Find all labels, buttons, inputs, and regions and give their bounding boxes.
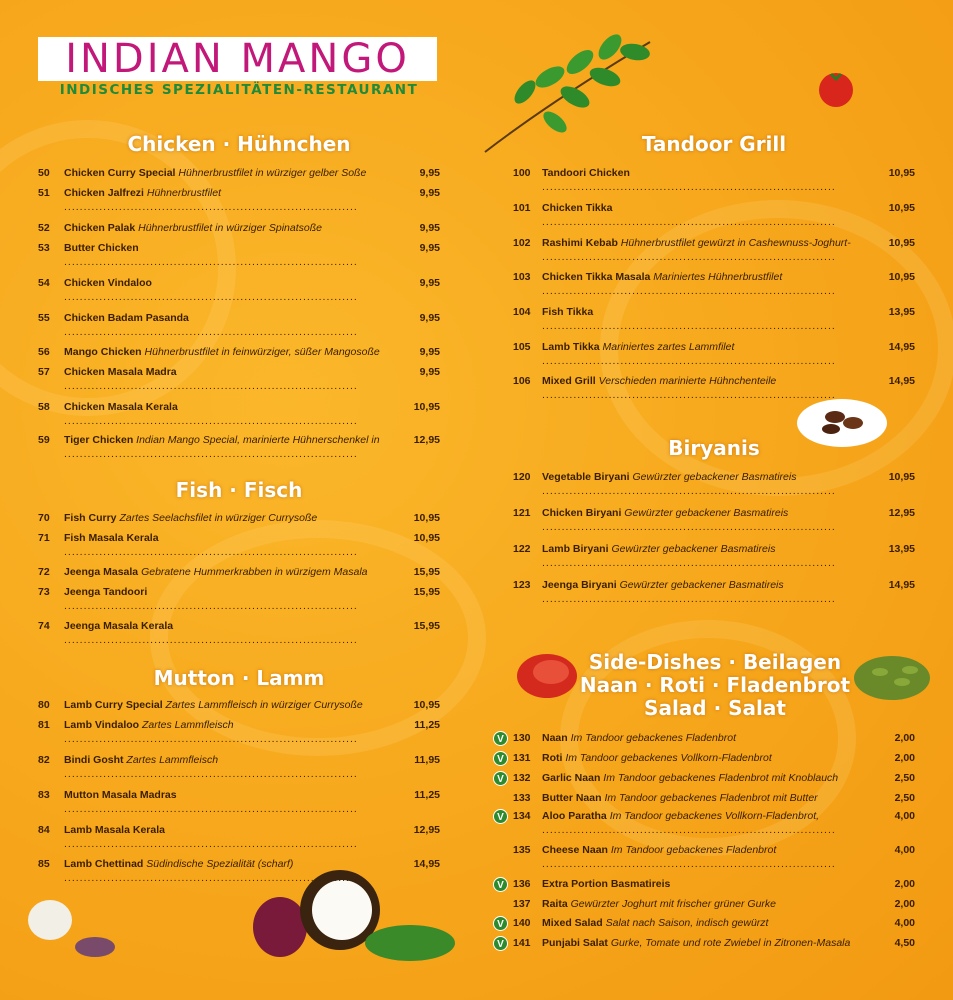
item-price: 11,95 bbox=[414, 754, 440, 766]
item-price: 2,00 bbox=[894, 898, 915, 910]
item-text bbox=[542, 305, 879, 333]
item-description: Gewürzter gebackener Basmatireis bbox=[619, 579, 784, 591]
menu-item-74 bbox=[38, 619, 440, 647]
item-number: 74 bbox=[38, 620, 50, 632]
menu-item-101 bbox=[513, 201, 915, 229]
menu-item-82 bbox=[38, 753, 440, 781]
item-price: 13,95 bbox=[888, 543, 915, 555]
item-number: 85 bbox=[38, 858, 50, 870]
item-description: Gurke, Tomate und rote Zwiebel in Zitronen-Masala bbox=[610, 937, 851, 949]
item-price: 4,00 bbox=[894, 844, 915, 856]
dot-leader: ........................................................................... bbox=[64, 256, 358, 268]
menu-item-106 bbox=[513, 374, 915, 402]
item-name: Vegetable Biryani bbox=[542, 471, 630, 483]
item-description: Indian Mango Special, marinierte Hühnerschenkel in bbox=[136, 434, 380, 446]
item-name: Rashimi Kebab bbox=[542, 237, 618, 249]
menu-item-123 bbox=[513, 578, 915, 606]
item-price: 13,95 bbox=[888, 306, 915, 318]
item-price: 9,95 bbox=[419, 277, 440, 289]
item-description: Verschieden marinierte Hühnchenteile bbox=[598, 375, 777, 387]
dot-leader: ........................................................................... bbox=[64, 733, 358, 745]
item-price: 10,95 bbox=[413, 512, 440, 524]
item-description: Hühnerbrustfilet bbox=[146, 187, 221, 199]
item-number: 50 bbox=[38, 167, 50, 179]
dot-leader: ........................................................................... bbox=[542, 557, 836, 569]
dot-leader: ........................................................................... bbox=[64, 326, 358, 338]
menu-item-73 bbox=[38, 585, 440, 613]
item-description: Mariniertes zartes Lammfilet bbox=[602, 341, 735, 353]
item-description: Im Tandoor gebackenes Fladenbrot bbox=[610, 844, 777, 856]
item-text bbox=[64, 433, 404, 461]
item-text bbox=[64, 241, 404, 269]
item-number: 100 bbox=[513, 167, 531, 179]
item-text bbox=[64, 276, 404, 304]
item-price: 10,95 bbox=[413, 532, 440, 544]
item-description: Südindische Spezialität (scharf) bbox=[146, 858, 294, 870]
dot-leader: ........................................................................... bbox=[64, 201, 358, 213]
dot-leader: ........................................................................... bbox=[64, 803, 358, 815]
item-price: 9,95 bbox=[419, 167, 440, 179]
item-price: 12,95 bbox=[413, 824, 440, 836]
menu-item-72 bbox=[38, 565, 440, 579]
dot-leader: ........................................................................... bbox=[542, 521, 836, 533]
item-text bbox=[542, 270, 879, 298]
dot-leader: ........................................................................... bbox=[542, 285, 836, 297]
item-number: 122 bbox=[513, 543, 531, 555]
item-text bbox=[64, 531, 404, 559]
section-heading: Mutton · Lamm bbox=[153, 666, 325, 690]
item-price: 10,95 bbox=[888, 167, 915, 179]
item-number: 80 bbox=[38, 699, 50, 711]
item-number: 137 bbox=[513, 898, 531, 910]
item-text bbox=[542, 751, 879, 765]
item-price: 2,50 bbox=[894, 792, 915, 804]
item-number: 101 bbox=[513, 202, 531, 214]
dot-leader: ........................................................................... bbox=[64, 872, 358, 884]
menu-item-136 bbox=[513, 877, 915, 891]
item-text bbox=[64, 186, 404, 214]
item-text bbox=[542, 201, 879, 229]
menu-item-52 bbox=[38, 221, 440, 235]
item-name: Mango Chicken bbox=[64, 346, 142, 358]
item-name: Chicken Vindaloo bbox=[64, 277, 152, 289]
dot-leader: ........................................................................... bbox=[64, 600, 358, 612]
dot-leader: ........................................................................... bbox=[542, 389, 836, 401]
item-text bbox=[64, 823, 404, 851]
menu-item-57 bbox=[38, 365, 440, 393]
item-text bbox=[542, 791, 879, 805]
menu-item-84 bbox=[38, 823, 440, 851]
item-name: Chicken Jalfrezi bbox=[64, 187, 144, 199]
item-name: Garlic Naan bbox=[542, 772, 601, 784]
section-heading: Salad · Salat bbox=[644, 696, 786, 720]
item-number: 102 bbox=[513, 237, 531, 249]
item-text bbox=[542, 771, 879, 785]
item-price: 11,25 bbox=[414, 789, 440, 801]
item-text bbox=[542, 936, 879, 950]
dot-leader: ........................................................................... bbox=[64, 448, 358, 460]
item-name: Naan bbox=[542, 732, 568, 744]
item-text bbox=[542, 877, 879, 891]
menu-item-80 bbox=[38, 698, 440, 712]
item-number: 57 bbox=[38, 366, 50, 378]
dot-leader: ........................................................................... bbox=[64, 634, 358, 646]
item-price: 12,95 bbox=[888, 507, 915, 519]
item-number: 132 bbox=[513, 772, 531, 784]
item-number: 84 bbox=[38, 824, 50, 836]
item-description: Hühnerbrustfilet in würziger gelber Soße bbox=[178, 167, 367, 179]
item-number: 83 bbox=[38, 789, 50, 801]
item-text bbox=[64, 857, 404, 885]
item-number: 53 bbox=[38, 242, 50, 254]
section-heading: Naan · Roti · Fladenbrot bbox=[579, 673, 851, 697]
menu-item-133 bbox=[513, 791, 915, 805]
item-text bbox=[542, 166, 879, 194]
item-number: 130 bbox=[513, 732, 531, 744]
item-name: Chicken Curry Special bbox=[64, 167, 176, 179]
item-number: 121 bbox=[513, 507, 531, 519]
menu-item-50 bbox=[38, 166, 440, 180]
item-name: Mixed Grill bbox=[542, 375, 596, 387]
section-heading: Biryanis bbox=[668, 436, 760, 460]
item-text bbox=[64, 311, 404, 339]
item-text bbox=[542, 340, 879, 368]
logo-title: INDIAN MANGO bbox=[65, 36, 410, 82]
item-price: 9,95 bbox=[419, 366, 440, 378]
vegetarian-icon: V bbox=[493, 751, 508, 766]
item-price: 2,00 bbox=[894, 878, 915, 890]
dot-leader: ........................................................................... bbox=[542, 251, 836, 263]
item-number: 103 bbox=[513, 271, 531, 283]
item-number: 140 bbox=[513, 917, 531, 929]
item-name: Mixed Salad bbox=[542, 917, 603, 929]
item-name: Extra Portion Basmatireis bbox=[542, 878, 671, 890]
logo-subtitle: INDISCHES SPEZIALITÄTEN-RESTAURANT bbox=[59, 82, 419, 98]
menu-item-51 bbox=[38, 186, 440, 214]
item-description: Gewürzter gebackener Basmatireis bbox=[632, 471, 797, 483]
item-name: Lamb Biryani bbox=[542, 543, 609, 555]
dot-leader: ........................................................................... bbox=[64, 415, 358, 427]
menu-item-137 bbox=[513, 897, 915, 911]
menu-item-134 bbox=[513, 809, 915, 837]
item-number: 58 bbox=[38, 401, 50, 413]
menu-item-120 bbox=[513, 470, 915, 498]
item-price: 9,95 bbox=[419, 242, 440, 254]
item-number: 51 bbox=[38, 187, 50, 199]
item-price: 2,50 bbox=[894, 772, 915, 784]
vegetarian-icon: V bbox=[493, 809, 508, 824]
item-name: Tandoori Chicken bbox=[542, 167, 630, 179]
item-name: Lamb Chettinad bbox=[64, 858, 144, 870]
item-text bbox=[64, 565, 404, 579]
item-price: 10,95 bbox=[888, 271, 915, 283]
garlic-image bbox=[25, 895, 125, 965]
vegetarian-icon: V bbox=[493, 936, 508, 951]
item-price: 4,00 bbox=[894, 917, 915, 929]
item-description: Salat nach Saison, indisch gewürzt bbox=[605, 917, 769, 929]
item-name: Jeenga Biryani bbox=[542, 579, 617, 591]
menu-item-56 bbox=[38, 345, 440, 359]
dot-leader: ........................................................................... bbox=[64, 380, 358, 392]
section-heading: Fish · Fisch bbox=[175, 478, 303, 502]
item-text bbox=[64, 619, 404, 647]
item-description: Hühnerbrustfilet in feinwürziger, süßer Mangosoße bbox=[144, 346, 380, 358]
item-name: Chicken Palak bbox=[64, 222, 136, 234]
menu-item-135 bbox=[513, 843, 915, 871]
dot-leader: ........................................................................... bbox=[64, 768, 358, 780]
item-text bbox=[64, 698, 404, 712]
menu-item-53 bbox=[38, 241, 440, 269]
dot-leader: ........................................................................... bbox=[542, 216, 836, 228]
dot-leader: ........................................................................... bbox=[542, 355, 836, 367]
item-number: 55 bbox=[38, 312, 50, 324]
item-description: Zartes Seelachsfilet in würziger Currysoße bbox=[119, 512, 318, 524]
item-description: Im Tandoor gebackenes Fladenbrot mit Knoblauch bbox=[603, 772, 839, 784]
item-name: Fish Curry bbox=[64, 512, 117, 524]
menu-item-58 bbox=[38, 400, 440, 428]
dot-leader: ........................................................................... bbox=[64, 291, 358, 303]
item-text bbox=[64, 585, 404, 613]
dot-leader: ........................................................................... bbox=[542, 181, 836, 193]
item-price: 9,95 bbox=[419, 187, 440, 199]
tomato-image bbox=[815, 68, 857, 108]
item-description: Im Tandoor gebackenes Vollkorn-Fladenbrot bbox=[565, 752, 772, 764]
item-name: Jeenga Tandoori bbox=[64, 586, 148, 598]
menu-item-104 bbox=[513, 305, 915, 333]
item-description: Zartes Lammfleisch bbox=[126, 754, 219, 766]
item-description: Im Tandoor gebackenes Vollkorn-Fladenbrot, bbox=[609, 810, 820, 822]
item-price: 10,95 bbox=[888, 471, 915, 483]
menu-item-54 bbox=[38, 276, 440, 304]
item-name: Cheese Naan bbox=[542, 844, 608, 856]
item-description: Gewürzter gebackener Basmatireis bbox=[624, 507, 789, 519]
item-text bbox=[542, 731, 879, 745]
item-name: Fish Tikka bbox=[542, 306, 594, 318]
menu-item-55 bbox=[38, 311, 440, 339]
item-number: 70 bbox=[38, 512, 50, 524]
item-text bbox=[64, 753, 404, 781]
item-number: 136 bbox=[513, 878, 531, 890]
dot-leader: ........................................................................... bbox=[542, 824, 836, 836]
item-name: Butter Chicken bbox=[64, 242, 139, 254]
menu-item-102 bbox=[513, 236, 915, 264]
item-price: 9,95 bbox=[419, 312, 440, 324]
item-price: 14,95 bbox=[888, 341, 915, 353]
item-price: 14,95 bbox=[413, 858, 440, 870]
item-number: 141 bbox=[513, 937, 531, 949]
menu-item-121 bbox=[513, 506, 915, 534]
item-description: Mariniertes Hühnerbrustfilet bbox=[653, 271, 783, 283]
dot-leader: ........................................................................... bbox=[542, 320, 836, 332]
item-description: Gebratene Hummerkrabben in würzigem Masala bbox=[141, 566, 368, 578]
item-price: 11,25 bbox=[414, 719, 440, 731]
item-name: Punjabi Salat bbox=[542, 937, 608, 949]
item-number: 134 bbox=[513, 810, 531, 822]
menu-item-141 bbox=[513, 936, 915, 950]
menu-item-105 bbox=[513, 340, 915, 368]
item-text bbox=[64, 788, 404, 816]
menu-item-100 bbox=[513, 166, 915, 194]
item-price: 14,95 bbox=[888, 579, 915, 591]
item-price: 2,00 bbox=[894, 732, 915, 744]
item-name: Jeenga Masala bbox=[64, 566, 139, 578]
dot-leader: ........................................................................... bbox=[542, 485, 836, 497]
section-heading: Tandoor Grill bbox=[641, 132, 787, 156]
dot-leader: ........................................................................... bbox=[542, 858, 836, 870]
item-description: Hühnerbrustfilet gewürzt in Cashewnuss-Joghurt- bbox=[620, 237, 851, 249]
item-number: 54 bbox=[38, 277, 50, 289]
item-text bbox=[64, 400, 404, 428]
item-text bbox=[64, 221, 404, 235]
item-name: Roti bbox=[542, 752, 563, 764]
item-price: 4,00 bbox=[894, 810, 915, 822]
item-price: 14,95 bbox=[888, 375, 915, 387]
item-number: 131 bbox=[513, 752, 531, 764]
item-price: 15,95 bbox=[413, 620, 440, 632]
item-text bbox=[542, 470, 879, 498]
item-description: Im Tandoor gebackenes Fladenbrot mit Butter bbox=[604, 792, 818, 804]
item-price: 10,95 bbox=[888, 202, 915, 214]
item-price: 4,50 bbox=[894, 937, 915, 949]
item-price: 9,95 bbox=[419, 346, 440, 358]
vegetarian-icon: V bbox=[493, 877, 508, 892]
item-text bbox=[542, 578, 879, 606]
item-number: 105 bbox=[513, 341, 531, 353]
menu-item-71 bbox=[38, 531, 440, 559]
item-text bbox=[542, 542, 879, 570]
menu-item-130 bbox=[513, 731, 915, 745]
item-name: Fish Masala Kerala bbox=[64, 532, 159, 544]
item-description: Zartes Lammfleisch in würziger Currysoße bbox=[165, 699, 363, 711]
dot-leader: ........................................................................... bbox=[64, 838, 358, 850]
menu-item-81 bbox=[38, 718, 440, 746]
item-name: Chicken Masala Kerala bbox=[64, 401, 178, 413]
dot-leader: ........................................................................... bbox=[64, 546, 358, 558]
vegetarian-icon: V bbox=[493, 771, 508, 786]
item-text bbox=[542, 809, 879, 837]
item-price: 15,95 bbox=[413, 566, 440, 578]
item-number: 71 bbox=[38, 532, 50, 544]
item-number: 123 bbox=[513, 579, 531, 591]
item-price: 10,95 bbox=[888, 237, 915, 249]
item-name: Jeenga Masala Kerala bbox=[64, 620, 174, 632]
menu-item-103 bbox=[513, 270, 915, 298]
item-name: Chicken Tikka Masala bbox=[542, 271, 651, 283]
item-name: Tiger Chicken bbox=[64, 434, 134, 446]
item-price: 2,00 bbox=[894, 752, 915, 764]
item-text bbox=[542, 236, 879, 264]
item-number: 81 bbox=[38, 719, 50, 731]
item-name: Chicken Badam Pasanda bbox=[64, 312, 189, 324]
menu-item-131 bbox=[513, 751, 915, 765]
item-text bbox=[542, 374, 879, 402]
section-heading: Side-Dishes · Beilagen bbox=[588, 650, 842, 674]
item-text bbox=[542, 506, 879, 534]
item-number: 135 bbox=[513, 844, 531, 856]
item-text bbox=[64, 345, 404, 359]
item-price: 15,95 bbox=[413, 586, 440, 598]
item-name: Chicken Masala Madra bbox=[64, 366, 177, 378]
item-number: 82 bbox=[38, 754, 50, 766]
item-number: 52 bbox=[38, 222, 50, 234]
menu-item-70 bbox=[38, 511, 440, 525]
item-number: 104 bbox=[513, 306, 531, 318]
item-number: 59 bbox=[38, 434, 50, 446]
item-number: 106 bbox=[513, 375, 531, 387]
item-number: 56 bbox=[38, 346, 50, 358]
menu-item-122 bbox=[513, 542, 915, 570]
menu-item-140 bbox=[513, 916, 915, 930]
item-text bbox=[542, 843, 879, 871]
item-name: Lamb Masala Kerala bbox=[64, 824, 165, 836]
item-name: Lamb Curry Special bbox=[64, 699, 163, 711]
item-name: Chicken Tikka bbox=[542, 202, 613, 214]
item-description: Zartes Lammfleisch bbox=[142, 719, 234, 731]
item-name: Lamb Tikka bbox=[542, 341, 600, 353]
menu-item-85 bbox=[38, 857, 440, 885]
item-description: Im Tandoor gebackenes Fladenbrot bbox=[570, 732, 736, 744]
vegetarian-icon: V bbox=[493, 731, 508, 746]
item-name: Bindi Gosht bbox=[64, 754, 124, 766]
dot-leader: ........................................................................... bbox=[542, 593, 836, 605]
item-name: Chicken Biryani bbox=[542, 507, 622, 519]
item-price: 10,95 bbox=[413, 699, 440, 711]
item-name: Raita bbox=[542, 898, 568, 910]
item-description: Hühnerbrustfilet in würziger Spinatsoße bbox=[138, 222, 322, 234]
item-number: 72 bbox=[38, 566, 50, 578]
item-text bbox=[542, 916, 879, 930]
item-name: Aloo Paratha bbox=[542, 810, 607, 822]
item-name: Mutton Masala Madras bbox=[64, 789, 177, 801]
item-name: Butter Naan bbox=[542, 792, 602, 804]
item-text bbox=[64, 718, 404, 746]
menu-item-83 bbox=[38, 788, 440, 816]
item-description: Gewürzter Joghurt mit frischer grüner Gurke bbox=[570, 898, 777, 910]
item-name: Lamb Vindaloo bbox=[64, 719, 140, 731]
item-description: Gewürzter gebackener Basmatireis bbox=[611, 543, 776, 555]
item-price: 10,95 bbox=[413, 401, 440, 413]
logo bbox=[38, 37, 437, 81]
item-text bbox=[64, 511, 404, 525]
item-price: 12,95 bbox=[413, 434, 440, 446]
item-text bbox=[64, 365, 404, 393]
menu-item-132 bbox=[513, 771, 915, 785]
item-number: 133 bbox=[513, 792, 531, 804]
section-heading: Chicken · Hühnchen bbox=[127, 132, 351, 156]
menu-item-59 bbox=[38, 433, 440, 461]
vegetarian-icon: V bbox=[493, 916, 508, 931]
item-price: 9,95 bbox=[419, 222, 440, 234]
item-text bbox=[542, 897, 879, 911]
item-number: 120 bbox=[513, 471, 531, 483]
item-text bbox=[64, 166, 404, 180]
item-number: 73 bbox=[38, 586, 50, 598]
